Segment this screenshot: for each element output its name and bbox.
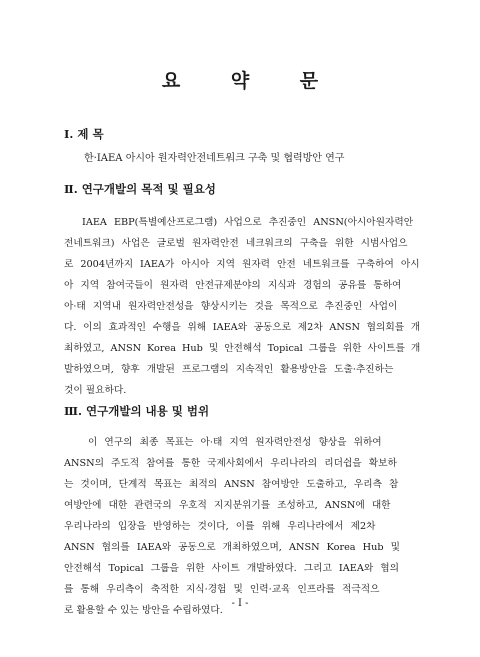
paragraph-line: 전네트워크) 사업은 글로벌 원자력안전 네크워크의 구축을 위한 시범사업으 <box>64 238 408 249</box>
purpose-paragraph <box>64 212 420 401</box>
paragraph-line: 이 연구의 최종 목표는 아·태 지역 원자력안전성 향상을 위하여 <box>88 437 382 448</box>
paragraph-line: ANSN 협의를 IAEA와 공동으로 개최하였으며, ANSN Korea Hub 및 <box>64 542 400 553</box>
paragraph-line: 로 활용할 수 있는 방안을 수립하였다. <box>64 605 223 616</box>
paragraph-line: 로 2004년까지 IAEA가 아시아 지역 원자력 안전 네트워크를 구축하여 아시 <box>64 259 420 270</box>
section-heading-scope: Ⅲ. 연구개발의 내용 및 범위 <box>64 404 210 418</box>
section-heading-title: Ⅰ. 제 목 <box>64 127 104 141</box>
paragraph-line: 발하였으며, 향후 개발된 프로그램의 지속적인 활용방안을 도출·추진하는 <box>64 364 394 375</box>
paragraph-line: 최하였고, ANSN Korea Hub 및 안전해석 Topical 그룹을 위한 사이트를 개 <box>64 343 421 354</box>
paragraph-line: 는 것이며, 단계적 목표는 최적의 ANSN 참여방안 도출하고, 우리측 참 <box>64 479 399 490</box>
paragraph-line: 우리나라의 입장을 반영하는 것이다, 이를 위해 우리나라에서 제2차 <box>64 521 376 532</box>
page-title: 요 약 문 <box>161 70 341 92</box>
paragraph-line: 안전해석 Topical 그룹을 위한 사이트 개발하였다. 그리고 IAEA와 협의 <box>64 563 399 574</box>
section-heading-purpose: Ⅱ. 연구개발의 목적 및 필요성 <box>64 182 216 196</box>
page-number: - I - <box>231 598 249 609</box>
scope-paragraph <box>64 432 420 621</box>
paragraph-line: 아 지역 참여국들이 원자력 안전규제분야의 지식과 경험의 공유를 통하여 <box>64 280 402 291</box>
paragraph-line: 여방안에 대한 관련국의 우호적 지지분위기를 조성하고, ANSN에 대한 <box>64 500 391 511</box>
paragraph-line: IAEA EBP(특별예산프로그램) 사업으로 추진중인 ANSN(아시아원자력안 <box>82 217 414 228</box>
paragraph-line: 다. 이의 효과적인 수행을 위해 IAEA와 공동으로 제2차 ANSN 협의회를 개 <box>64 322 421 333</box>
project-title: 한·IAEA 아시아 원자력안전네트워크 구축 및 협력방안 연구 <box>84 153 345 164</box>
paragraph-line: ANSN의 주도적 참여를 통한 국제사회에서 우리나라의 리더쉽을 확보하 <box>64 458 397 469</box>
paragraph-line: 아·태 지역내 원자력안전성을 향상시키는 것을 목적으로 추진중인 사업이 <box>64 301 398 312</box>
paragraph-line: 를 통해 우리측이 축적한 지식·경험 및 인력·교육 인프라를 적극적으 <box>64 584 380 595</box>
paragraph-line: 것이 필요하다. <box>64 385 127 396</box>
